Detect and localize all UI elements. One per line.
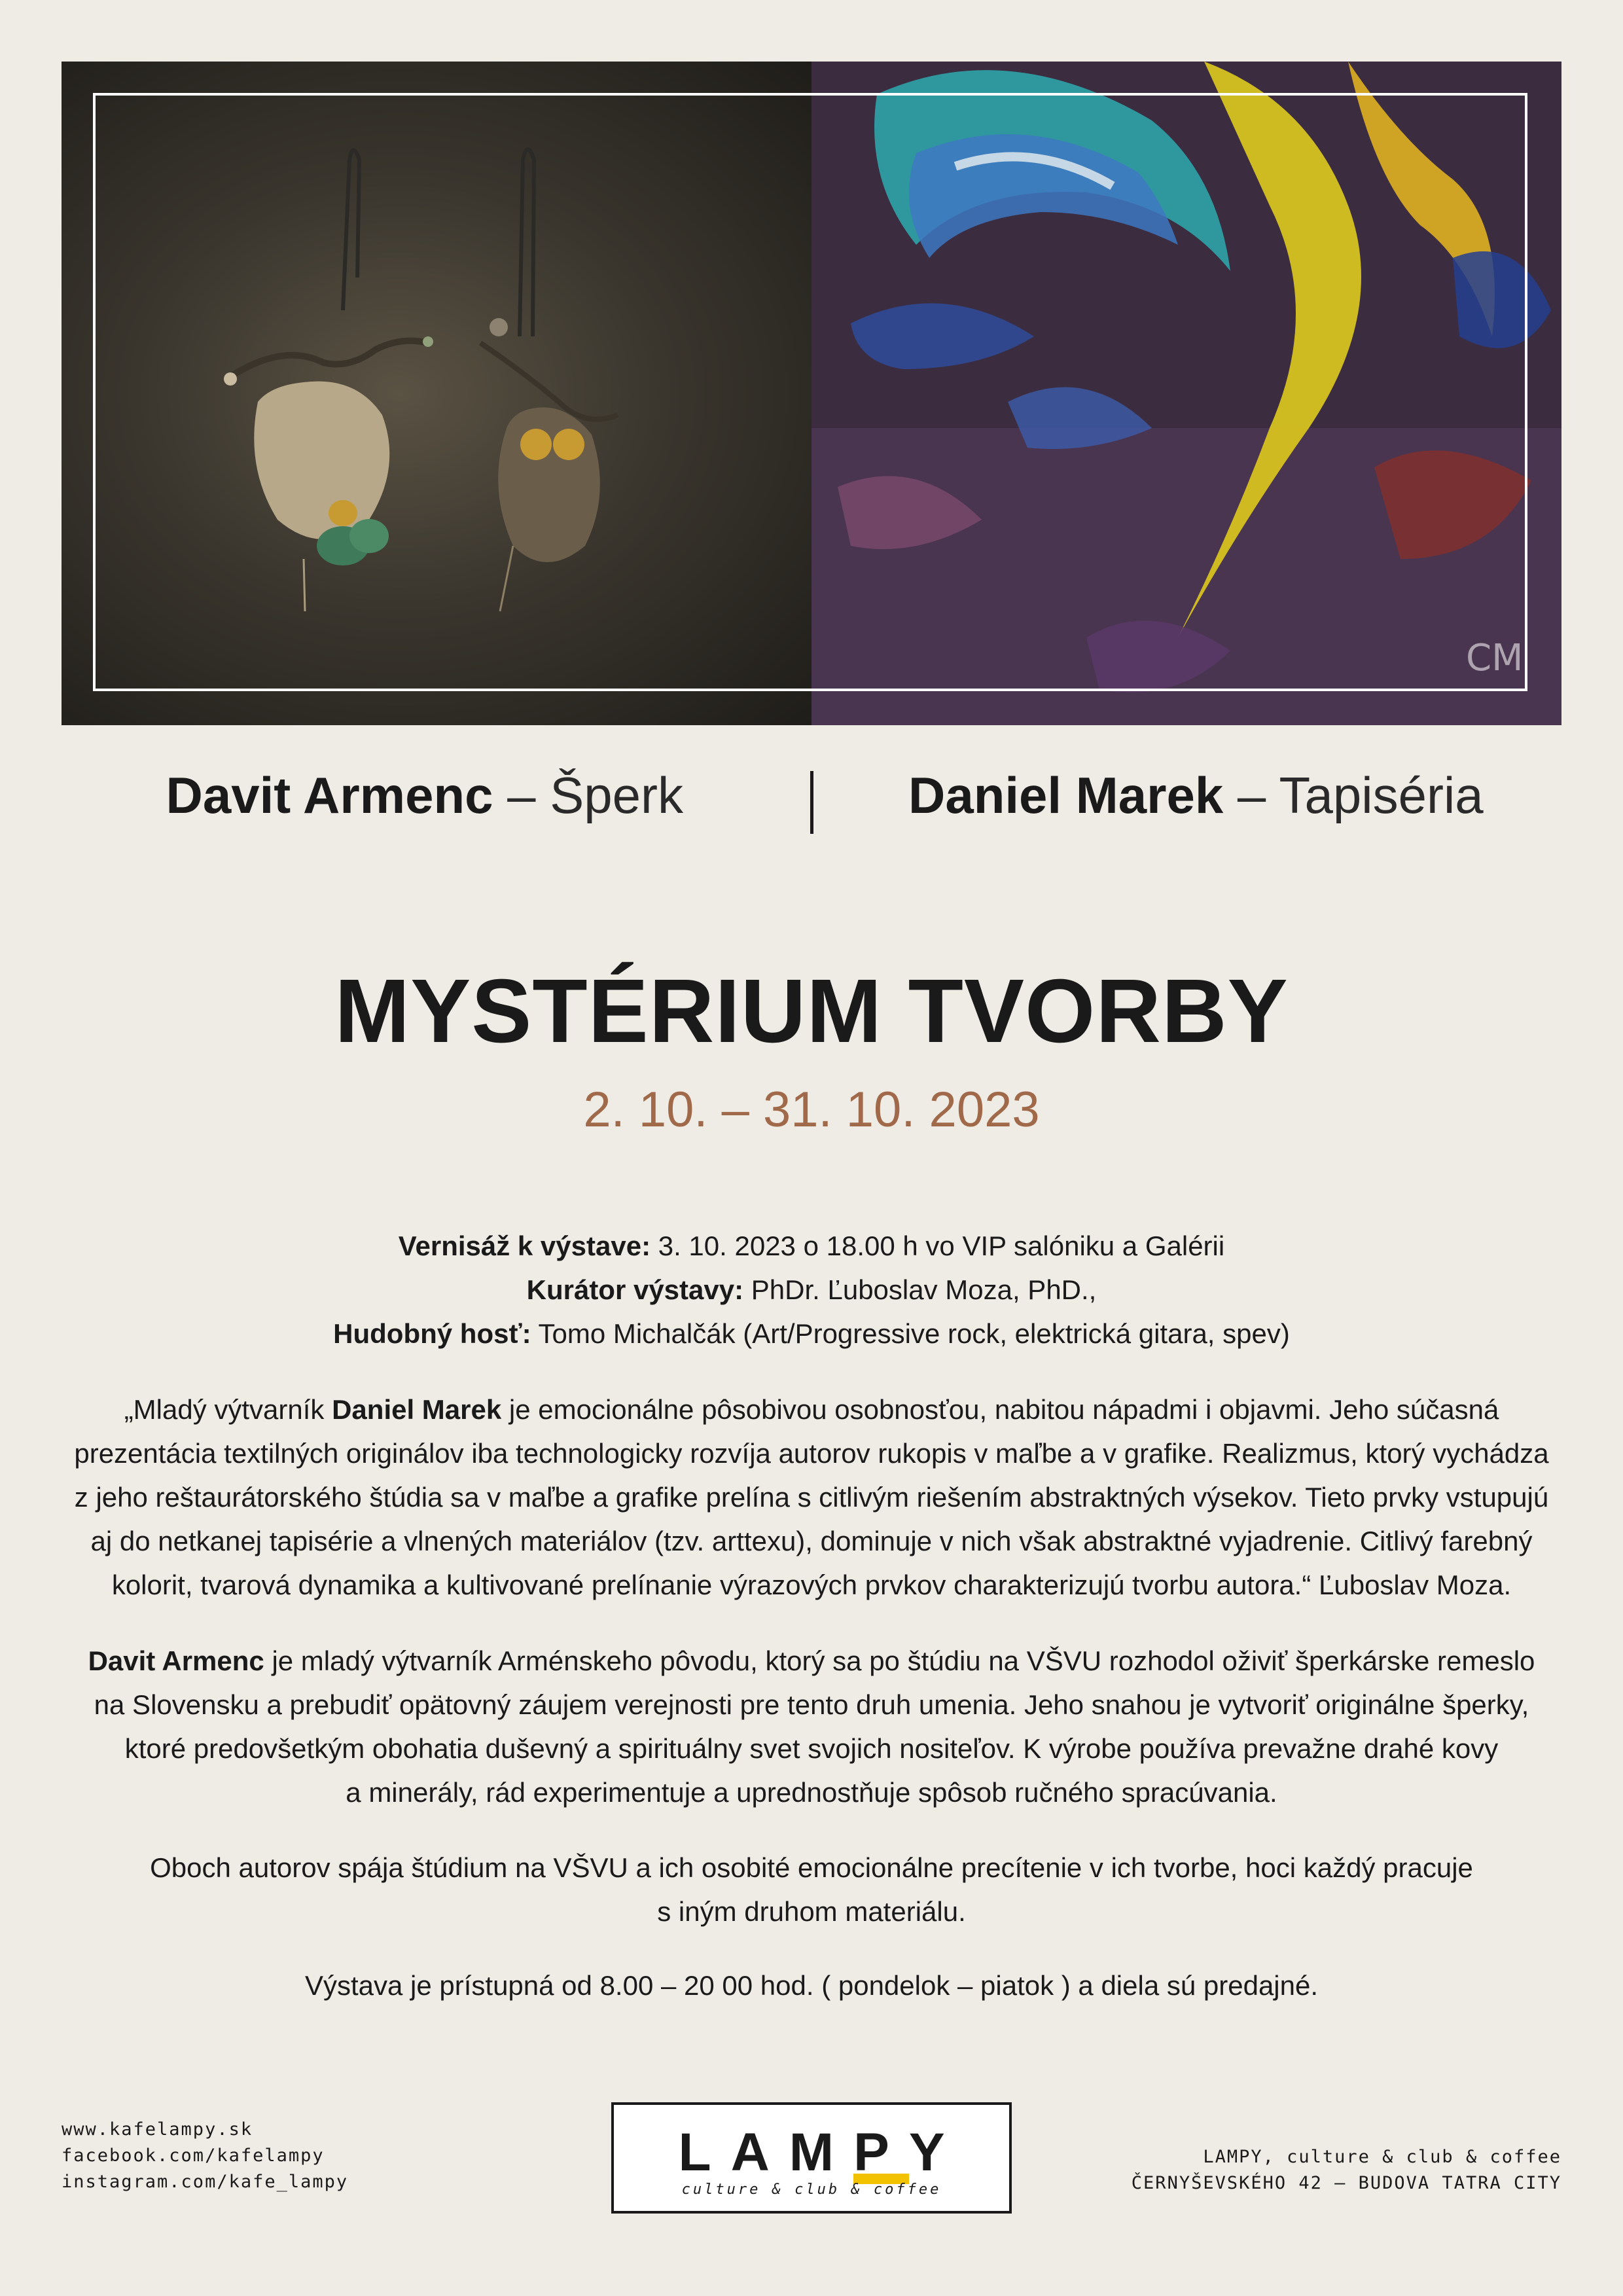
instagram-link[interactable]: instagram.com/kafe_lampy — [62, 2172, 349, 2192]
info-value: Tomo Michalčák (Art/Progressive rock, elektrická gitara, spev) — [531, 1318, 1290, 1349]
paragraph-line: a minerály, rád experimentuje a uprednostňuje spôsob ručného spracúvania. — [346, 1777, 1277, 1808]
bold-name: Daniel Marek — [332, 1394, 502, 1425]
exhibition-dates: 2. 10. – 31. 10. 2023 — [583, 1082, 1040, 1138]
paragraph-both-authors — [62, 1846, 1561, 1933]
text-span: je mladý výtvarník Arménskeho pôvodu, ktorý sa po štúdiu na VŠVU rozhodol oživiť šperkárske remeslo — [264, 1645, 1535, 1676]
hero-frame — [93, 93, 1527, 691]
info-label: Kurátor výstavy: — [526, 1274, 744, 1305]
artist-right — [908, 766, 1484, 825]
text-span: je emocionálne pôsobivou osobnosťou, nabitou nápadmi i objavmi. Jeho súčasná — [501, 1394, 1499, 1425]
info-value: 3. 10. 2023 o 18.00 h vo VIP salóniku a Galérii — [651, 1230, 1225, 1261]
logo-text: LAM — [678, 2123, 854, 2182]
venue-address — [1132, 2144, 1561, 2197]
paragraph-opening-hours: Výstava je prístupná od 8.00 – 20 00 hod. ( pondelok – piatok ) a diela sú predajné. — [304, 1970, 1319, 2001]
facebook-link[interactable]: facebook.com/kafelampy — [62, 2145, 325, 2166]
lampy-logo — [611, 2102, 1012, 2214]
paragraph-line: kolorit, tvarová dynamika a kultivované prelínanie výrazových prvkov charakterizujú tvorbu autora.“ Ľuboslav Moza. — [111, 1570, 1512, 1600]
artist-right-name: Daniel Marek — [908, 766, 1224, 824]
info-label: Hudobný hosť: — [333, 1318, 531, 1349]
logo-accent-letter: P — [853, 2132, 909, 2184]
logo-tagline: culture & club & coffee — [681, 2181, 942, 2198]
info-label: Vernisáž k výstave: — [398, 1230, 651, 1261]
hero-banner — [62, 62, 1561, 725]
footer-links — [62, 2117, 348, 2195]
venue-name: LAMPY, culture & club & coffee — [1203, 2147, 1561, 2167]
logo-text: Y — [908, 2123, 965, 2182]
info-row-music-guest — [0, 1312, 1623, 1355]
info-row-opening — [0, 1224, 1623, 1268]
paragraph-line: prezentácia textilných originálov iba technologicky rozvíja autorov rukopis v maľbe a v grafike. Realizmus, ktorý vychádza — [74, 1438, 1549, 1469]
website-link[interactable]: www.kafelampy.sk — [62, 2119, 253, 2140]
artist-left — [166, 766, 683, 825]
info-row-curator — [0, 1268, 1623, 1312]
paragraph-line: ktoré predovšetkým obohatia duševný a spirituálny svet svojich nositeľov. K výrobe používa prevažne drahé kovy — [124, 1733, 1499, 1764]
paragraph-daniel-marek — [62, 1388, 1561, 1607]
exhibition-title: MYSTÉRIUM TVORBY — [334, 961, 1289, 1062]
paragraph-line: s iným druhom materiálu. — [657, 1896, 966, 1927]
bold-name: Davit Armenc — [88, 1645, 264, 1676]
paragraph-line: na Slovensku a prebudiť opätovný záujem verejnosti pre tento druh umenia. Jeho snahou je vytvoriť originálne šperky, — [94, 1689, 1529, 1720]
paragraph-davit-armenc — [62, 1639, 1561, 1814]
artist-left-role: – Šperk — [493, 766, 683, 824]
text-span: „Mladý výtvarník — [124, 1394, 332, 1425]
svg-text:CM: CM — [1466, 637, 1524, 679]
artist-right-role: – Tapiséria — [1223, 766, 1484, 824]
paragraph-line — [62, 1388, 1561, 1431]
info-value: PhDr. Ľuboslav Moza, PhD., — [743, 1274, 1097, 1305]
paragraph-line: z jeho reštaurátorského štúdia sa v maľbe a grafike prelína s citlivým riešením abstraktných výsekov. Tieto prvky vstupujú — [74, 1482, 1549, 1513]
paragraph-line — [62, 1639, 1561, 1683]
event-info — [0, 1224, 1623, 1355]
logo-wordmark — [614, 2122, 1009, 2184]
paragraph-line: aj do netkanej tapisérie a vlnených materiálov (tzv. arttexu), dominuje v nich však abstraktné vyjadrenie. Citlivý farebný — [90, 1526, 1533, 1556]
artists-divider — [810, 771, 813, 834]
venue-street: ČERNYŠEVSKÉHO 42 – BUDOVA TATRA CITY — [1131, 2173, 1561, 2193]
artist-left-name: Davit Armenc — [166, 766, 493, 824]
paragraph-line: Oboch autorov spája štúdium na VŠVU a ich osobité emocionálne precítenie v ich tvorbe, hoci každý pracuje — [150, 1852, 1473, 1883]
